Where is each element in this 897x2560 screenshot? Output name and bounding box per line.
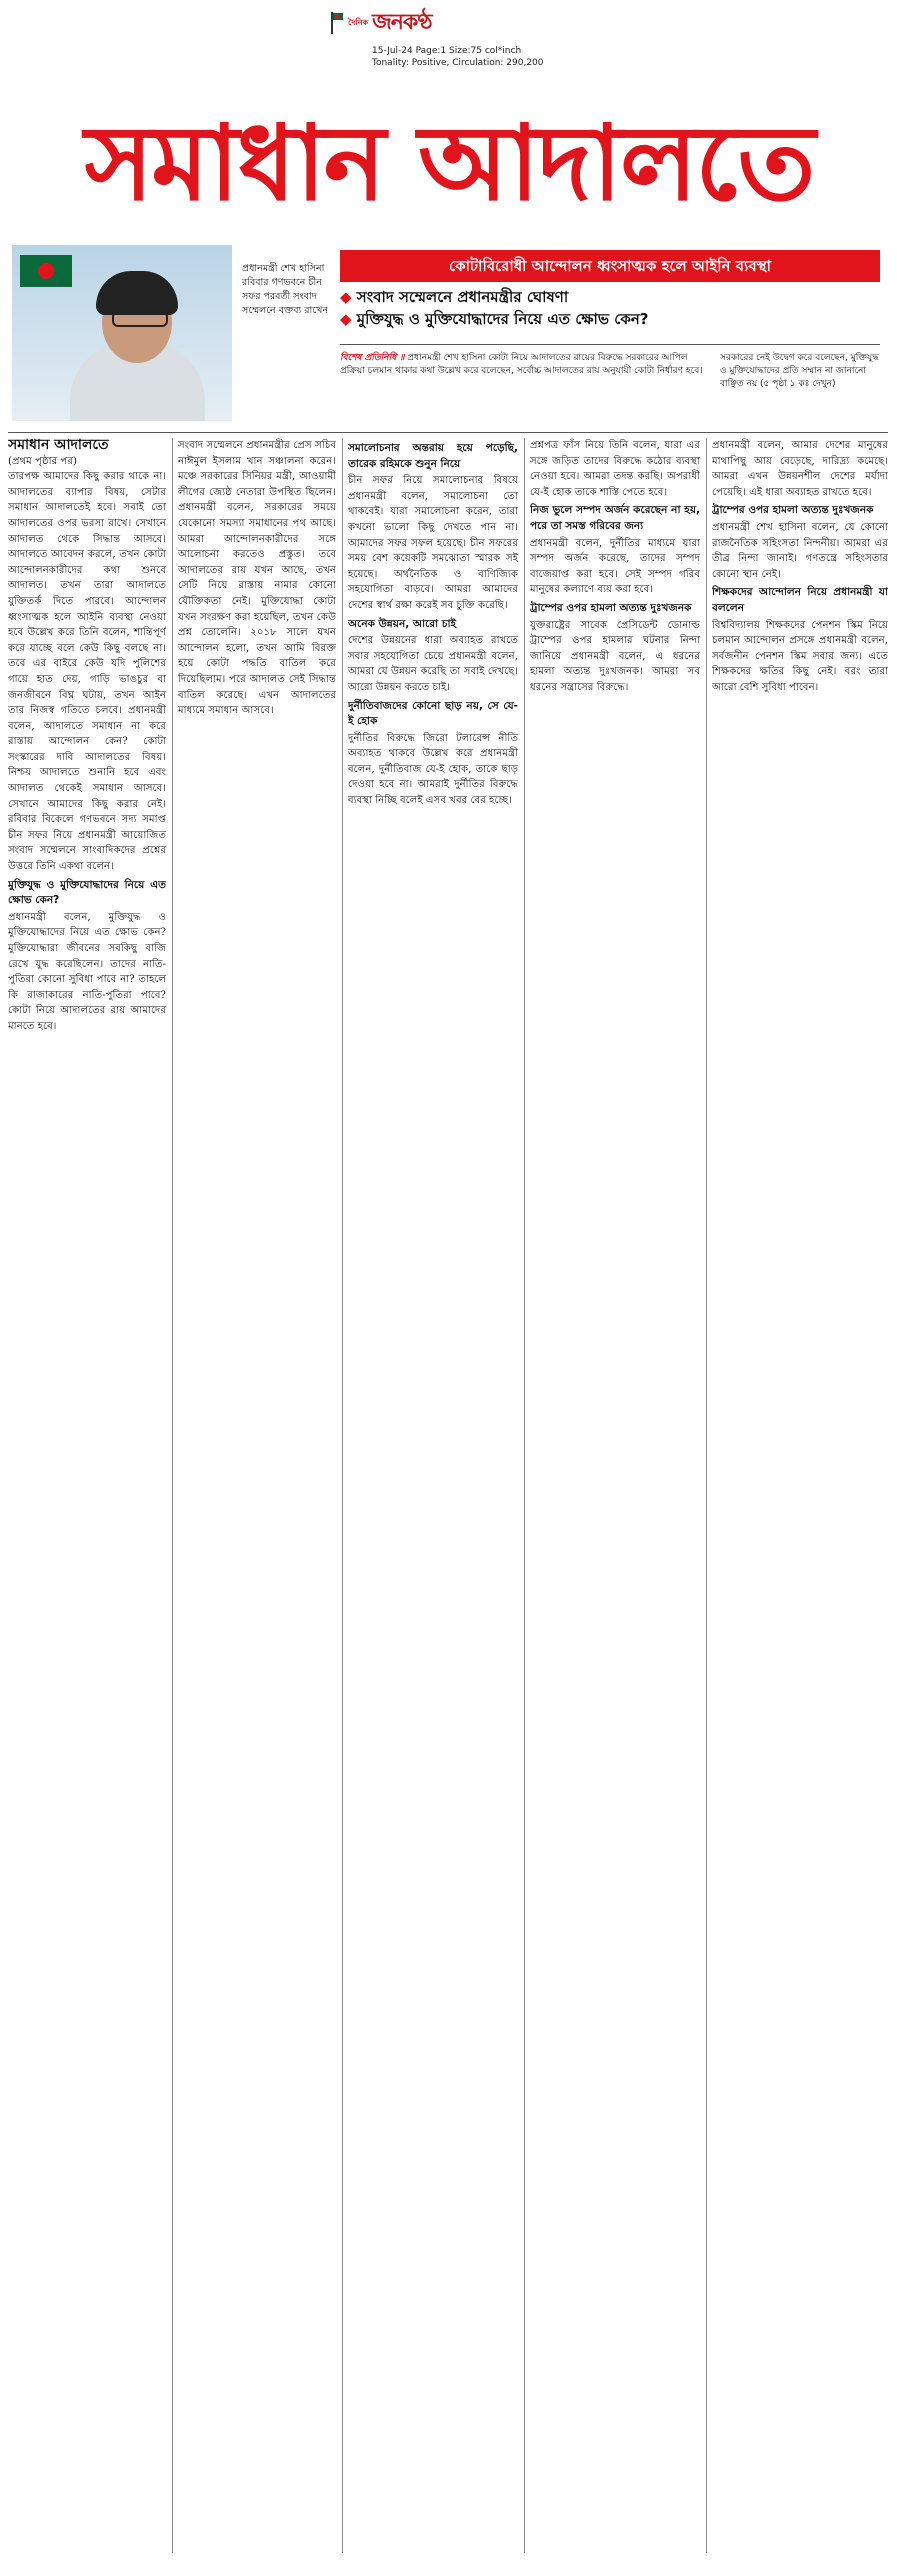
continuation-note: (প্রথম পৃষ্ঠার পর) — [8, 455, 77, 467]
column-2-text: সংবাদ সম্মেলনে প্রধানমন্ত্রীর প্রেস সচিব নাঈমুল ইসলাম খান সঞ্চালনা করেন। মঞ্চে সরকারের সিনিয়র মন্ত্রী, আওয়ামী লীগের জ্যেষ্ঠ নেতারা উপস্থিত ছিলেন। প্রধানমন্ত্রী বলেন, সরকারের সময়ে যেকোনো সমস্যা সমাধানের পথ আছে। আমরা আন্দোলনকারীদের সঙ্গে আলোচনা করতেও প্রস্তুত। তবে আদালতের রায় যখন আছে, তখন সেটি নিয়ে রাস্তায় নামার কোনো যৌক্তিকতা নেই। মুক্তিযোদ্ধা কোটা যখন সংরক্ষণ করা হয়েছিল, তখন কেউ প্রশ্ন তোলেনি। ২০১৮ সালে যখন আন্দোলন হলো, তখন আমি বিরক্ত হয়ে কোটা পদ্ধতি বাতিল করে দিয়েছিলাম। পরে আদালত সেই সিদ্ধান্ত বাতিল করেছে। এখন আদালতের মাধ্যমে সমাধান আসবে। — [178, 440, 336, 717]
column-5 — [712, 438, 888, 2553]
column-divider — [342, 438, 343, 2553]
column-4-text-c: যুক্তরাষ্ট্রের সাবেক প্রেসিডেন্ট ডোনাল্ড ট্রাম্পের ওপর হামলার ঘটনার নিন্দা জানিয়ে প্রধানমন্ত্রী বলেন, এ ধরনের হামলা অত্যন্ত দুঃখজনক। আমরা সব ধরনের সন্ত্রাসের বিরুদ্ধে। — [530, 619, 700, 693]
side-intro: সরকারের নেই উদ্বেগ করে বলেছেন, মুক্তিযুদ্ধ ও মুক্তিযোদ্ধাদের প্রতি সম্মান না জানানো বাঞ্ছিত নয় (৫ পৃষ্ঠা ১ কঃ দেখুন) — [720, 353, 879, 389]
divider — [340, 344, 880, 345]
flag-image — [20, 255, 72, 287]
continuation-title: সমাধান আদালতে — [8, 438, 109, 453]
divider — [8, 432, 888, 433]
column-4-text-b: প্রধানমন্ত্রী বলেন, দুর্নীতির মাধ্যমে যারা সম্পদ অর্জন করেছে, তাদের সম্পদ বাজেয়াপ্ত করা হবে। সেই সম্পদ গরিব মানুষের কল্যাণে ব্যয় করা হবে। — [530, 537, 700, 596]
logo-name: জনকণ্ঠ — [372, 9, 432, 35]
bullet-icon: ◆ — [340, 310, 352, 328]
byline-label: বিশেষ প্রতিনিধি ॥ — [340, 353, 405, 363]
column-1-text: তারপক্ষ আমাদের কিছু করার থাকে না। আদালতের ব্যাপার বিষয়, সেটার সমাধান আদালতেই হবে। সবাই তো আদালতের ওপর ভরসা রাখে। সেখানে আদালত থেকে সিদ্ধান্ত আসবে। আদালতে আবেদন করলে, তখন কোটা আন্দোলনকারীদের কথা শুনবে আদালত। তখন তারা আদালতে যুক্তিতর্ক দিতে পারবে। আন্দোলন ধ্বংসাত্মক হলে আইনি ব্যবস্থা নেওয়া হবে উল্লেখ করে তিনি বলেন, শান্তিপূর্ণ করে যাচ্ছে বলে কেউ কিছু বলছে না। তবে এর বাইরে কেউ যদি পুলিশের গায়ে হাত দেয়, গাড়ি ভাঙচুর বা জনজীবনে বিঘ্ন ঘটায়, তখন আইন তার নিজস্ব গতিতে চলবে। প্রধানমন্ত্রী বলেন, আদালতে সমাধান না করে রাস্তায় আন্দোলন কেন? কোটা সংস্কারের দাবি আদালতের বিষয়। নিশ্চয় আদালতে শুনানি হবে এবং আদালত থেকেই সমাধান আসবে। সেখানে আমাদের কিছু করার নেই। রবিবার বিকেলে গণভবনে সদ্য সমাপ্ত চীন সফর নিয়ে প্রধানমন্ত্রী আয়োজিত সংবাদ সম্মেলনে সাংবাদিকদের প্রশ্নের উত্তরে তিনি একথা বলেন। — [8, 471, 166, 873]
column-3 — [348, 438, 518, 2553]
subhead-2: মুক্তিযুদ্ধ ও মুক্তিযোদ্ধাদের নিয়ে এত ক্ষোভ কেন? — [356, 310, 649, 328]
subhead-1: সংবাদ সম্মেলনে প্রধানমন্ত্রীর ঘোষণা — [356, 288, 569, 306]
column-3-subhead-1: সমালোচনার অন্তরায় হয়ে পড়েছি, তারেক রহিমকে শুনুন নিয়ে — [348, 442, 518, 470]
byline-intro — [340, 352, 710, 378]
column-divider — [524, 438, 525, 2553]
column-3-subhead-3: দুর্নীতিবাজদের কোনো ছাড় নয়, সে যে-ই হোক — [348, 699, 518, 728]
column-5-text: প্রধানমন্ত্রী বলেন, আমার দেশের মানুষের মাথাপিছু আয় বেড়েছে, দারিদ্র্য কমেছে। আমরা এখন উন্নয়নশীল দেশের মর্যাদা পেয়েছি। এই ধারা অব্যাহত রাখতে হবে। — [712, 440, 888, 498]
column-5-subhead-1: ট্রাম্পের ওপর হামলা অত্যন্ত দুঃখজনক — [712, 504, 874, 517]
column-3-text-b: দেশের উন্নয়নের ধারা অব্যাহত রাখতে সবার সহযোগিতা চেয়ে প্রধানমন্ত্রী বলেন, আমরা যে উন্নয়ন করেছি তা সবাই দেখছে। আরো উন্নয়ন করতে চাই। — [348, 635, 518, 693]
column-5-subhead-2: শিক্ষকদের আন্দোলন নিয়ে প্রধানমন্ত্রী যা বললেন — [712, 586, 888, 614]
prime-minister-photo — [12, 245, 232, 421]
column-1-text-b: প্রধানমন্ত্রী বলেন, মুক্তিযুদ্ধ ও মুক্তিযোদ্ধাদের নিয়ে এত ক্ষোভ কেন? মুক্তিযোদ্ধারা জীবনের সবকিছু বাজি রেখে যুদ্ধ করেছিলেন। তাদের নাতি-পুতিরা কোনো সুবিধা পাবে না? তাহলে কি রাজাকারের নাতি-পুতিরা পাবে? কোটা নিয়ে আদালতের রায় আমাদের মানতে হবে। — [8, 911, 166, 1032]
column-4-subhead-1: নিজ ভুলে সম্পদ অর্জন করেছেন না হয়, পরে তা সমস্ত গরিবের জন্য — [530, 504, 700, 532]
flag-icon — [330, 12, 344, 34]
column-3-text-c: দুর্নীতির বিরুদ্ধে জিরো টলারেন্স নীতি অব্যাহত থাকবে উল্লেখ করে প্রধানমন্ত্রী বলেন, দুর্নীতিবাজ যে-ই হোক, তাকে ছাড় দেওয়া হবে না। আমরাই দুর্নীতির বিরুদ্ধে ব্যবস্থা নিচ্ছি বলেই এসব খবর বের হচ্ছে। — [348, 732, 518, 807]
column-3-text: চীন সফর নিয়ে সমালোচনার বিষয়ে প্রধানমন্ত্রী বলেন, সমালোচনা তো থাকবেই। যারা সমালোচনা করেন, তারা কখনো ভালো কিছু দেখতে পান না। আমাদের সফর সফল হয়েছে। চীন সফরের সময় বেশ কয়েকটি সমঝোতা স্মারক সই হয়েছে। অর্থনৈতিক ও বাণিজ্যিক সহযোগিতা বাড়বে। আমরা আমাদের দেশের স্বার্থ রক্ষা করেই সব চুক্তি করেছি। — [348, 475, 518, 611]
column-1 — [8, 438, 166, 2553]
column-4-text: প্রশ্নপত্র ফাঁস নিয়ে তিনি বলেন, যারা এর সঙ্গে জড়িত তাদের বিরুদ্ধে কঠোর ব্যবস্থা নেওয়া হবে। আমরা তদন্ত করছি। অপরাধী যে-ই হোক তাকে শাস্তি পেতে হবে। — [530, 440, 700, 498]
byline-text: প্রধানমন্ত্রী শেখ হাসিনা কোটা নিয়ে আদালতের রায়ের বিরুদ্ধে সরকারের আপিল প্রক্রিয়া চলমান থাকার কথা উল্লেখ করে বলেছেন, সর্বোচ্চ আদালতের রায় অনুযায়ী কোটা নির্ধারণ হবে। — [340, 353, 703, 376]
tonality-line: Tonality: Positive, Circulation: 290,200 — [372, 58, 544, 68]
column-5-text-b: প্রধানমন্ত্রী শেখ হাসিনা বলেন, যে কোনো রাজনৈতিক সহিংসতা নিন্দনীয়। আমরা এর তীব্র নিন্দা জানাই। গণতন্ত্রে সহিংসতার কোনো স্থান নেই। — [712, 521, 888, 580]
date-line: 15-Jul-24 Page:1 Size:75 col*inch — [372, 46, 522, 56]
column-1-subhead: মুক্তিযুদ্ধ ও মুক্তিযোদ্ধাদের নিয়ে এত ক্ষোভ কেন? — [8, 878, 166, 907]
bullet-icon: ◆ — [340, 288, 352, 306]
column-3-subhead-2: অনেক উন্নয়ন, আরো চাই — [348, 617, 456, 630]
column-divider — [172, 438, 173, 2553]
main-headline: সমাধান আদালতে — [84, 102, 814, 224]
logo-prefix: দৈনিক — [348, 17, 369, 27]
column-5-text-c: বিশ্ববিদ্যালয় শিক্ষকদের পেনশন স্কিম নিয়ে চলমান আন্দোলন প্রসঙ্গে প্রধানমন্ত্রী বলেন, সর্বজনীন পেনশন স্কিম সবার জন্য। এতে শিক্ষকদের ক্ষতির কিছু নেই। বরং তারা আরো বেশি সুবিধা পাবেন। — [712, 619, 888, 693]
column-divider — [706, 438, 707, 2553]
red-strapline: কোটাবিরোধী আন্দোলন ধ্বংসাত্মক হলে আইনি ব্যবস্থা — [340, 250, 880, 282]
subheads — [340, 286, 880, 334]
column-2 — [178, 438, 336, 2553]
column-4 — [530, 438, 700, 2553]
photo-caption: প্রধানমন্ত্রী শেখ হাসিনা রবিবার গণভবনে চীন সফর পরবর্তী সংবাদ সম্মেলনে বক্তব্য রাখেন — [242, 263, 329, 316]
newspaper-logo — [330, 6, 440, 40]
column-4-subhead-2: ট্রাম্পের ওপর হামলা অত্যন্ত দুঃখজনক — [530, 601, 692, 614]
